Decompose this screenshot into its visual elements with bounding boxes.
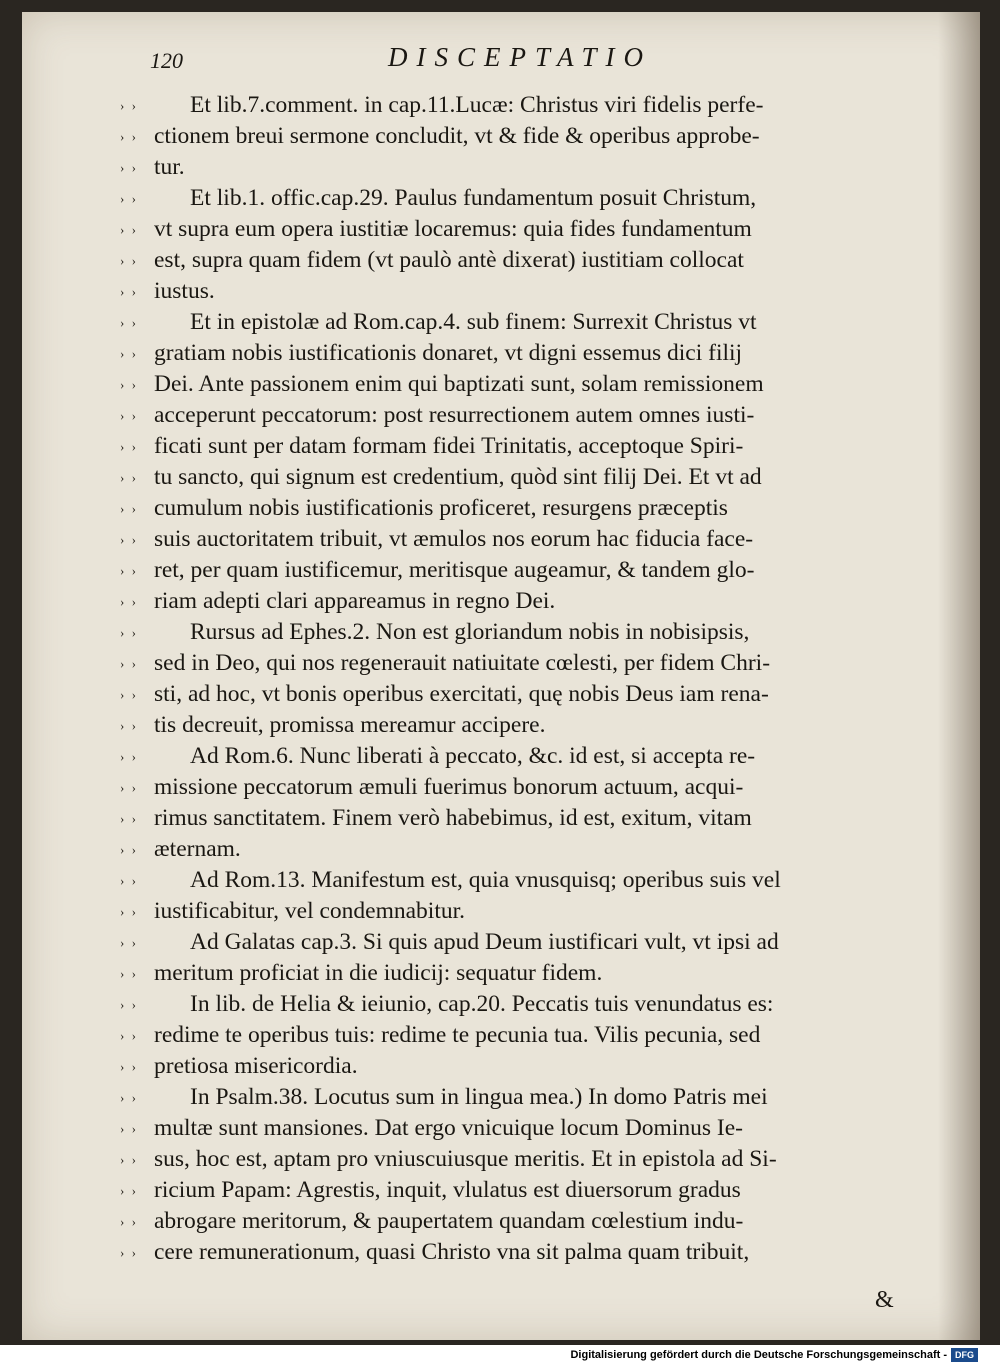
text-line <box>120 245 900 276</box>
text-line <box>120 803 900 834</box>
line-text: sti, ad hoc, vt bonis operibus exercitati, quę nobis Deus iam rena- <box>154 681 769 707</box>
line-text: Et lib.1. offic.cap.29. Paulus fundamentum posuit Christum, <box>190 185 757 211</box>
quotation-mark: › › <box>120 253 138 268</box>
line-text: tis decreuit, promissa mereamur accipere. <box>154 712 546 738</box>
text-line <box>120 183 900 214</box>
line-text: ret, per quam iustificemur, meritisque augeamur, & tandem glo- <box>154 557 755 583</box>
quotation-mark: › › <box>120 563 138 578</box>
quotation-mark: › › <box>120 191 138 206</box>
quotation-mark: › › <box>120 780 138 795</box>
text-line <box>120 865 900 896</box>
text-line <box>120 617 900 648</box>
dfg-logo: DFG <box>951 1348 978 1362</box>
quotation-mark: › › <box>120 284 138 299</box>
quotation-mark: › › <box>120 1121 138 1136</box>
text-line <box>120 462 900 493</box>
text-line <box>120 1206 900 1237</box>
quotation-mark: › › <box>120 315 138 330</box>
text-line <box>120 834 900 865</box>
page-number: 120 <box>150 48 183 73</box>
text-line <box>120 152 900 183</box>
line-text: æternam. <box>154 836 241 862</box>
catchword: & <box>875 1287 894 1313</box>
line-text: gratiam nobis iustificationis donaret, vt digni essemus dici filij <box>154 340 743 366</box>
line-text: suis auctoritatem tribuit, vt æmulos nos eorum hac fiducia face- <box>154 526 754 552</box>
text-line <box>120 555 900 586</box>
quotation-mark: › › <box>120 470 138 485</box>
line-text: tu sancto, qui signum est credentium, quòd sint filij Dei. Et vt ad <box>154 464 762 490</box>
quotation-mark: › › <box>120 594 138 609</box>
quotation-mark: › › <box>120 222 138 237</box>
quotation-mark: › › <box>120 966 138 981</box>
line-text: Et lib.7.comment. in cap.11.Lucæ: Christus viri fidelis perfe- <box>190 92 764 118</box>
quotation-mark: › › <box>120 625 138 640</box>
text-line <box>120 896 900 927</box>
quotation-mark: › › <box>120 98 138 113</box>
line-text: redime te operibus tuis: redime te pecunia tua. Vilis pecunia, sed <box>154 1022 761 1048</box>
text-line <box>120 431 900 462</box>
text-line <box>120 493 900 524</box>
quotation-mark: › › <box>120 501 138 516</box>
line-text: Dei. Ante passionem enim qui baptizati sunt, solam remissionem <box>154 371 764 397</box>
quotation-mark: › › <box>120 346 138 361</box>
body-text <box>120 90 900 1268</box>
quotation-mark: › › <box>120 656 138 671</box>
text-line <box>120 927 900 958</box>
line-text: In lib. de Helia & ieiunio, cap.20. Peccatis tuis venundatus es: <box>190 991 774 1017</box>
line-text: cere remunerationum, quasi Christo vna sit palma quam tribuit, <box>154 1239 750 1265</box>
line-text: pretiosa misericordia. <box>154 1053 358 1079</box>
line-text: sed in Deo, qui nos regenerauit natiuitate cœlesti, per fidem Chri- <box>154 650 771 676</box>
text-line <box>120 90 900 121</box>
line-text: riam adepti clari appareamus in regno Dei. <box>154 588 556 614</box>
text-line <box>120 1175 900 1206</box>
line-text: Ad Rom.13. Manifestum est, quia vnusquisq; operibus suis vel <box>190 867 781 893</box>
text-line <box>120 338 900 369</box>
line-text: In Psalm.38. Locutus sum in lingua mea.) In domo Patris mei <box>190 1084 768 1110</box>
text-line <box>120 524 900 555</box>
book-page <box>22 12 980 1340</box>
text-line <box>120 958 900 989</box>
text-line <box>120 648 900 679</box>
line-text: ricium Papam: Agrestis, inquit, vlulatus est diuersorum gradus <box>154 1177 741 1203</box>
text-line <box>120 989 900 1020</box>
text-line <box>120 400 900 431</box>
text-line <box>120 121 900 152</box>
text-line <box>120 772 900 803</box>
line-text: acceperunt peccatorum: post resurrectionem autem omnes iusti- <box>154 402 755 428</box>
line-text: rimus sanctitatem. Finem verò habebimus, id est, exitum, vitam <box>154 805 752 831</box>
quotation-mark: › › <box>120 718 138 733</box>
quotation-mark: › › <box>120 1028 138 1043</box>
line-text: abrogare meritorum, & paupertatem quandam cœlestium indu- <box>154 1208 744 1234</box>
text-line <box>120 1082 900 1113</box>
text-line <box>120 1113 900 1144</box>
quotation-mark: › › <box>120 997 138 1012</box>
quotation-mark: › › <box>120 129 138 144</box>
quotation-mark: › › <box>120 1152 138 1167</box>
quotation-mark: › › <box>120 1245 138 1260</box>
quotation-mark: › › <box>120 377 138 392</box>
line-text: cumulum nobis iustificationis proficeret, resurgens præceptis <box>154 495 728 521</box>
line-text: Ad Rom.6. Nunc liberati à peccato, &c. id est, si accepta re- <box>190 743 756 769</box>
text-line <box>120 1051 900 1082</box>
line-text: Et in epistolæ ad Rom.cap.4. sub finem: Surrexit Christus vt <box>190 309 757 335</box>
line-text: missione peccatorum æmuli fuerimus bonorum actuum, acqui- <box>154 774 744 800</box>
page-gutter-shadow <box>938 12 980 1340</box>
text-line <box>120 586 900 617</box>
line-text: ficati sunt per datam formam fidei Trinitatis, acceptoque Spiri- <box>154 433 744 459</box>
text-line <box>120 276 900 307</box>
text-line <box>120 369 900 400</box>
line-text: ctionem breui sermone concludit, vt & fide & operibus approbe- <box>154 123 760 149</box>
line-text: Rursus ad Ephes.2. Non est gloriandum nobis in nobisipsis, <box>190 619 750 645</box>
text-line <box>120 741 900 772</box>
text-line <box>120 307 900 338</box>
text-line <box>120 1020 900 1051</box>
line-text: vt supra eum opera iustitiæ locaremus: quia fides fundamentum <box>154 216 752 242</box>
line-text: tur. <box>154 154 185 180</box>
quotation-mark: › › <box>120 1214 138 1229</box>
running-head: DISCEPTATIO <box>388 42 652 72</box>
line-text: meritum proficiat in die iudicij: sequatur fidem. <box>154 960 603 986</box>
quotation-mark: › › <box>120 935 138 950</box>
quotation-mark: › › <box>120 687 138 702</box>
digitization-footer <box>570 1348 978 1362</box>
text-line <box>120 1144 900 1175</box>
line-text: iustificabitur, vel condemnabitur. <box>154 898 466 924</box>
quotation-mark: › › <box>120 842 138 857</box>
footer-text: Digitalisierung gefördert durch die Deutsche Forschungsgemeinschaft - <box>570 1349 947 1361</box>
quotation-mark: › › <box>120 439 138 454</box>
text-line <box>120 679 900 710</box>
quotation-mark: › › <box>120 873 138 888</box>
line-text: sus, hoc est, aptam pro vniuscuiusque meritis. Et in epistola ad Si- <box>154 1146 777 1172</box>
quotation-mark: › › <box>120 408 138 423</box>
text-line <box>120 214 900 245</box>
line-text: iustus. <box>154 278 215 304</box>
quotation-mark: › › <box>120 160 138 175</box>
text-line <box>120 1237 900 1268</box>
quotation-mark: › › <box>120 1059 138 1074</box>
line-text: multæ sunt mansiones. Dat ergo vnicuique locum Dominus Ie- <box>154 1115 743 1141</box>
quotation-mark: › › <box>120 904 138 919</box>
quotation-mark: › › <box>120 532 138 547</box>
quotation-mark: › › <box>120 1090 138 1105</box>
text-line <box>120 710 900 741</box>
line-text: est, supra quam fidem (vt paulò antè dixerat) iustitiam collocat <box>154 247 744 273</box>
quotation-mark: › › <box>120 1183 138 1198</box>
quotation-mark: › › <box>120 811 138 826</box>
quotation-mark: › › <box>120 749 138 764</box>
line-text: Ad Galatas cap.3. Si quis apud Deum iustificari vult, vt ipsi ad <box>190 929 779 955</box>
